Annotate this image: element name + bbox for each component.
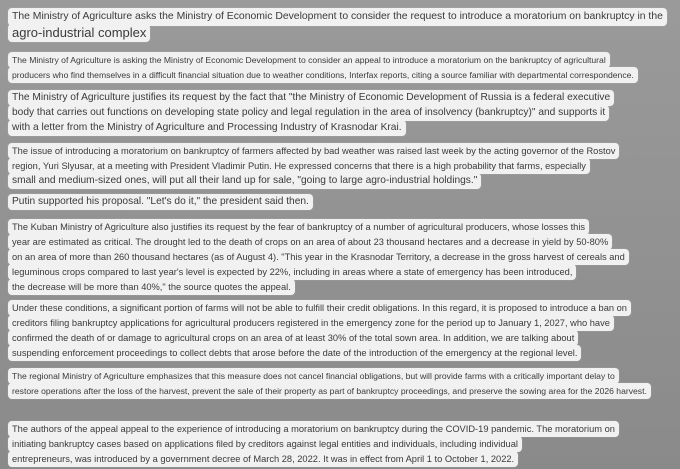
text-line: region, Yuri Slyusar, at a meeting with President Vladimir Putin. He expressed concerns that there is a high probability that farms, especially [8,158,590,174]
text-line: body that carries out functions on developing state policy and legal regulation in the area of insolvency (bankruptcy)" and supports it [8,105,609,121]
text-line: with a letter from the Ministry of Agriculture and Processing Industry of Krasnodar Krai. [8,120,406,136]
paragraph-3 [8,143,672,188]
text-line: The issue of introducing a moratorium on bankruptcy of farmers affected by bad weather was raised last week by the acting governor of the Rostov [8,143,619,159]
text-line: The Ministry of Agriculture is asking the Ministry of Economic Development to consider an appeal to introduce a moratorium on the bankruptcy of agricultural [8,52,610,68]
text-line: The Ministry of Agriculture justifies its request by the fact that "the Ministry of Economic Development of Russia is a federal executive [8,90,614,106]
paragraph-5 [8,219,672,294]
text-line: creditors filing bankruptcy applications for agricultural producers registered in the emergency zone for the period up to January 1, 2027, who have [8,315,614,331]
paragraph-8 [8,421,672,466]
text-line: The Kuban Ministry of Agriculture also justifies its request by the fear of bankruptcy of a number of agricultural producers, whose losses this [8,219,589,235]
title-line: agro-industrial complex [8,24,150,42]
paragraph-1 [8,52,672,82]
paragraph-6 [8,300,672,360]
text-line: Under these conditions, a significant portion of farms will not be able to fulfill their credit obligations. In this regard, it is proposed to introduce a ban on [8,300,631,316]
paragraph-2 [8,90,672,135]
paragraph-4 [8,194,672,209]
article-title [8,6,672,42]
text-line: initiating bankruptcy cases based on applications filed by creditors against legal entities and individuals, including individual [8,436,522,452]
text-line: entrepreneurs, was introduced by a government decree of March 28, 2022. It was in effect from April 1 to October 1, 2022. [8,451,518,467]
text-line: The regional Ministry of Agriculture emphasizes that this measure does not cancel financial obligations, but will provide farms with a critically important delay to [8,368,619,384]
text-line: Putin supported his proposal. "Let's do it," the president said then. [8,194,313,210]
text-line: confirmed the death of or damage to agricultural crops on an area of at least 30% of the total sown area. In addition, we are talking about [8,330,578,346]
text-line: The authors of the appeal appeal to the experience of introducing a moratorium on bankruptcy during the COVID-19 pandemic. The moratorium on [8,421,619,437]
text-line: small and medium-sized ones, will put all their land up for sale, "going to large agro-industrial holdings." [8,173,481,189]
text-line: leguminous crops compared to last year's level is expected by 22%, including in areas where a state of emergency has been introduced, [8,264,576,280]
paragraph-7 [8,368,672,398]
title-line: The Ministry of Agriculture asks the Ministry of Economic Development to consider the request to introduce a moratorium on bankruptcy in the [8,8,667,26]
text-line: producers who find themselves in a difficult financial situation due to weather conditions, Interfax reports, citing a source familiar with departmental correspondence. [8,67,638,83]
text-line: the decrease will be more than 40%," the source quotes the appeal. [8,279,295,295]
text-line: suspending enforcement proceedings to collect debts that arose before the date of the introduction of the emergency at the regional level. [8,345,581,361]
text-line: year are estimated as critical. The drought led to the death of crops on an area of about 23 thousand hectares and a decrease in yield by 50-80% [8,234,612,250]
text-line: restore operations after the loss of the harvest, prevent the sale of their property as part of bankruptcy proceedings, and preserve the sowing area for the 2026 harvest. [8,383,651,399]
text-line: on an area of more than 260 thousand hectares (as of August 4). "This year in the Krasnodar Territory, a decrease in the gross harvest of cereals and [8,249,629,265]
